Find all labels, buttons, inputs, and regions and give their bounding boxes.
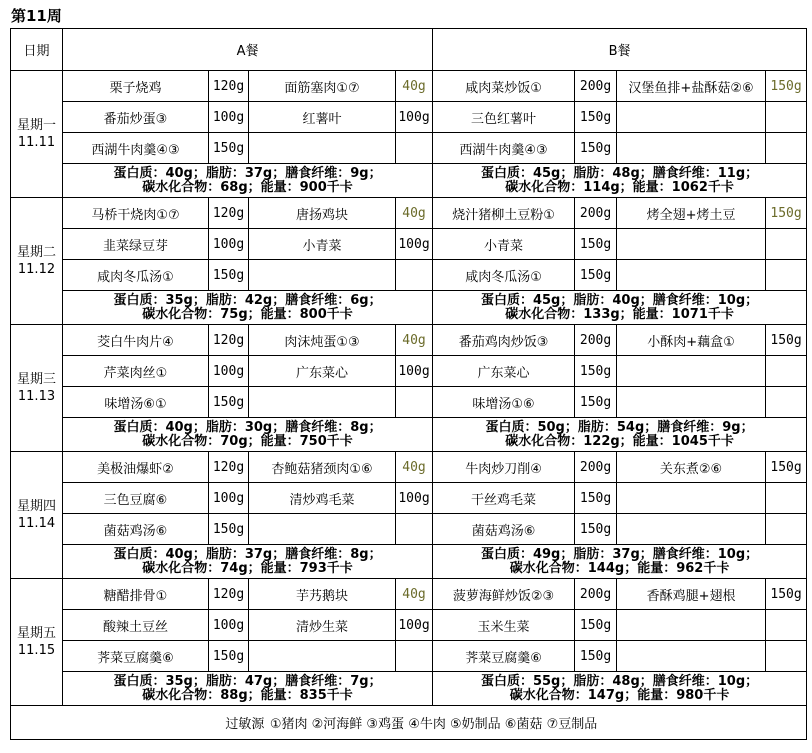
b-main-weight: 150g: [575, 260, 617, 291]
a-side-weight: 40g: [396, 579, 433, 610]
nutrition-line: 碳水化合物：70g；能量：750千卡: [142, 433, 353, 449]
a-side-dish: [249, 641, 396, 672]
dish-row: [11, 483, 807, 514]
a-side-weight: 100g: [396, 229, 433, 260]
nutrition-line: 蛋白质：40g；脂肪：37g；膳食纤维：9g；: [113, 165, 382, 181]
a-side-weight: 100g: [396, 483, 433, 514]
dish-row: [11, 356, 807, 387]
b-side-dish: [617, 610, 766, 641]
b-main-weight: 150g: [575, 483, 617, 514]
dish-row: [11, 133, 807, 164]
b-side-weight: [766, 260, 807, 291]
nutrition-row: [11, 164, 807, 198]
b-side-weight: 150g: [766, 198, 807, 229]
dish-row: [11, 514, 807, 545]
date-label: 11.13: [17, 389, 56, 404]
nutrition-line: 蛋白质：45g；脂肪：40g；膳食纤维：10g；: [480, 292, 759, 308]
a-side-weight: [396, 260, 433, 291]
b-main-weight: 150g: [575, 514, 617, 545]
a-side-weight: 40g: [396, 198, 433, 229]
day-cell: [11, 198, 63, 325]
b-side-dish: [617, 483, 766, 514]
a-side-dish: 杏鲍菇猪颈肉①⑥: [249, 452, 396, 483]
dish-row: [11, 325, 807, 356]
a-main-weight: 150g: [209, 260, 249, 291]
b-main-dish: 三色红薯叶: [433, 102, 575, 133]
b-side-weight: [766, 387, 807, 418]
a-side-weight: 100g: [396, 356, 433, 387]
nutrition-a: [63, 545, 433, 579]
nutrition-line: 碳水化合物：144g；能量：962千卡: [509, 560, 730, 576]
dish-row: [11, 229, 807, 260]
a-side-weight: [396, 514, 433, 545]
a-main-dish: 茭白牛肉片④: [63, 325, 209, 356]
b-side-dish: 烤全翅+烤土豆: [617, 198, 766, 229]
a-side-weight: [396, 387, 433, 418]
allergen-legend: [11, 706, 807, 740]
b-side-weight: [766, 229, 807, 260]
a-side-weight: [396, 133, 433, 164]
a-main-weight: 100g: [209, 356, 249, 387]
a-main-dish: 韭菜绿豆芽: [63, 229, 209, 260]
weekday-label: 星期四: [16, 499, 56, 514]
a-side-dish: [249, 133, 396, 164]
b-main-dish: 咸肉冬瓜汤①: [433, 260, 575, 291]
nutrition-line: 蛋白质：55g；脂肪：48g；膳食纤维：10g；: [480, 673, 759, 689]
a-main-dish: 栗子烧鸡: [63, 71, 209, 102]
a-main-weight: 120g: [209, 198, 249, 229]
a-main-dish: 西湖牛肉羹④③: [63, 133, 209, 164]
b-meal-header: B餐: [433, 29, 807, 71]
allergen-label: 过敏源: [225, 717, 265, 732]
b-main-weight: 200g: [575, 198, 617, 229]
dish-row: [11, 452, 807, 483]
a-main-dish: 味增汤⑥①: [63, 387, 209, 418]
b-main-dish: 小青菜: [433, 229, 575, 260]
a-main-weight: 120g: [209, 71, 249, 102]
b-side-weight: [766, 483, 807, 514]
b-side-dish: [617, 229, 766, 260]
nutrition-b: [433, 672, 807, 706]
b-main-dish: 干丝鸡毛菜: [433, 483, 575, 514]
b-main-weight: 200g: [575, 71, 617, 102]
b-side-dish: [617, 260, 766, 291]
b-main-weight: 200g: [575, 452, 617, 483]
a-side-weight: [396, 641, 433, 672]
nutrition-a: [63, 164, 433, 198]
a-side-dish: 肉沫炖蛋①③: [249, 325, 396, 356]
nutrition-b: [433, 291, 807, 325]
nutrition-line: 蛋白质：40g；脂肪：37g；膳食纤维：8g；: [113, 546, 382, 562]
weekday-label: 星期五: [16, 626, 56, 641]
dish-row: [11, 610, 807, 641]
b-side-weight: 150g: [766, 452, 807, 483]
dish-row: [11, 260, 807, 291]
allergen-row: [11, 706, 807, 740]
nutrition-line: 蛋白质：45g；脂肪：48g；膳食纤维：11g；: [480, 165, 759, 181]
dish-row: [11, 387, 807, 418]
dish-row: [11, 641, 807, 672]
a-side-weight: 40g: [396, 325, 433, 356]
a-main-dish: 咸肉冬瓜汤①: [63, 260, 209, 291]
nutrition-a: [63, 672, 433, 706]
date-label: 11.15: [17, 643, 56, 658]
b-main-dish: 味增汤①⑥: [433, 387, 575, 418]
nutrition-row: [11, 418, 807, 452]
a-side-dish: 红薯叶: [249, 102, 396, 133]
a-side-dish: 清炒鸡毛菜: [249, 483, 396, 514]
b-main-weight: 150g: [575, 641, 617, 672]
nutrition-line: 蛋白质：40g；脂肪：30g；膳食纤维：8g；: [113, 419, 382, 435]
week-title: 第11周: [11, 7, 62, 25]
b-main-weight: 200g: [575, 579, 617, 610]
nutrition-line: 碳水化合物：88g；能量：835千卡: [142, 687, 353, 703]
b-side-dish: [617, 356, 766, 387]
nutrition-line: 碳水化合物：74g；能量：793千卡: [142, 560, 353, 576]
b-main-weight: 150g: [575, 356, 617, 387]
date-header: 日期: [11, 29, 63, 71]
a-main-weight: 150g: [209, 133, 249, 164]
b-main-dish: 西湖牛肉羹④③: [433, 133, 575, 164]
day-cell: [11, 452, 63, 579]
b-side-dish: [617, 641, 766, 672]
b-main-dish: 烧汁猪柳土豆粉①: [433, 198, 575, 229]
nutrition-line: 碳水化合物：68g；能量：900千卡: [142, 179, 353, 195]
nutrition-b: [433, 545, 807, 579]
a-main-dish: 番茄炒蛋③: [63, 102, 209, 133]
a-side-weight: 40g: [396, 452, 433, 483]
nutrition-b: [433, 418, 807, 452]
a-main-weight: 150g: [209, 387, 249, 418]
a-main-weight: 100g: [209, 483, 249, 514]
b-main-dish: 菠萝海鲜炒饭②③: [433, 579, 575, 610]
b-side-dish: 汉堡鱼排+盐酥菇②⑥: [617, 71, 766, 102]
b-side-dish: [617, 133, 766, 164]
b-main-weight: 150g: [575, 610, 617, 641]
b-main-dish: 广东菜心: [433, 356, 575, 387]
a-main-dish: 芹菜肉丝①: [63, 356, 209, 387]
nutrition-a: [63, 291, 433, 325]
date-label: 11.12: [17, 262, 56, 277]
b-side-weight: [766, 102, 807, 133]
a-main-dish: 糖醋排骨①: [63, 579, 209, 610]
nutrition-line: 碳水化合物：147g；能量：980千卡: [509, 687, 730, 703]
a-side-dish: 芋艿鹅块: [249, 579, 396, 610]
a-side-dish: 清炒生菜: [249, 610, 396, 641]
nutrition-b: [433, 164, 807, 198]
b-main-dish: 咸肉菜炒饭①: [433, 71, 575, 102]
a-main-weight: 100g: [209, 610, 249, 641]
b-main-dish: 牛肉炒刀削④: [433, 452, 575, 483]
day-cell: [11, 71, 63, 198]
date-label: 11.14: [17, 516, 56, 531]
b-side-weight: [766, 514, 807, 545]
dish-row: [11, 71, 807, 102]
b-main-dish: 番茄鸡肉炒饭③: [433, 325, 575, 356]
allergen-items: ①猪肉 ②河海鲜 ③鸡蛋 ④牛肉 ⑤奶制品 ⑥菌菇 ⑦豆制品: [269, 717, 598, 732]
a-main-weight: 120g: [209, 579, 249, 610]
weekday-label: 星期二: [16, 245, 56, 260]
b-side-dish: [617, 514, 766, 545]
b-main-weight: 150g: [575, 133, 617, 164]
a-main-weight: 120g: [209, 325, 249, 356]
dish-row: [11, 579, 807, 610]
a-meal-header: A餐: [63, 29, 433, 71]
a-side-weight: 100g: [396, 610, 433, 641]
b-main-dish: 菌菇鸡汤⑥: [433, 514, 575, 545]
a-main-dish: 美极油爆虾②: [63, 452, 209, 483]
nutrition-line: 蛋白质：35g；脂肪：42g；膳食纤维：6g；: [113, 292, 382, 308]
a-main-dish: 荠菜豆腐羹⑥: [63, 641, 209, 672]
a-side-dish: [249, 514, 396, 545]
b-side-weight: [766, 356, 807, 387]
nutrition-line: 蛋白质：49g；脂肪：37g；膳食纤维：10g；: [480, 546, 759, 562]
nutrition-line: 碳水化合物：133g；能量：1071千卡: [505, 306, 734, 322]
a-side-dish: 广东菜心: [249, 356, 396, 387]
nutrition-line: 碳水化合物：114g；能量：1062千卡: [505, 179, 734, 195]
header-row: [11, 29, 807, 71]
date-label: 11.11: [17, 135, 56, 150]
a-main-weight: 150g: [209, 641, 249, 672]
b-side-weight: 150g: [766, 579, 807, 610]
a-side-dish: [249, 387, 396, 418]
a-side-dish: [249, 260, 396, 291]
nutrition-row: [11, 291, 807, 325]
weekday-label: 星期一: [16, 118, 56, 133]
a-main-dish: 马桥干烧肉①⑦: [63, 198, 209, 229]
a-main-dish: 菌菇鸡汤⑥: [63, 514, 209, 545]
b-side-dish: [617, 102, 766, 133]
a-main-weight: 120g: [209, 452, 249, 483]
dish-row: [11, 198, 807, 229]
a-side-dish: 面筋塞肉①⑦: [249, 71, 396, 102]
a-main-dish: 三色豆腐⑥: [63, 483, 209, 514]
weekly-menu-table: [10, 28, 807, 740]
b-side-weight: 150g: [766, 325, 807, 356]
a-main-dish: 酸辣土豆丝: [63, 610, 209, 641]
nutrition-line: 蛋白质：35g；脂肪：47g；膳食纤维：7g；: [113, 673, 382, 689]
b-main-weight: 150g: [575, 229, 617, 260]
b-side-dish: 小酥肉+藕盒①: [617, 325, 766, 356]
day-cell: [11, 579, 63, 706]
nutrition-row: [11, 545, 807, 579]
nutrition-line: 碳水化合物：122g；能量：1045千卡: [505, 433, 734, 449]
dish-row: [11, 102, 807, 133]
b-main-dish: 玉米生菜: [433, 610, 575, 641]
a-main-weight: 150g: [209, 514, 249, 545]
a-side-weight: 40g: [396, 71, 433, 102]
b-side-weight: [766, 610, 807, 641]
b-side-dish: 关东煮②⑥: [617, 452, 766, 483]
a-side-dish: 唐扬鸡块: [249, 198, 396, 229]
b-main-weight: 200g: [575, 325, 617, 356]
b-side-weight: [766, 641, 807, 672]
b-side-weight: 150g: [766, 71, 807, 102]
b-main-weight: 150g: [575, 102, 617, 133]
nutrition-line: 碳水化合物：75g；能量：800千卡: [142, 306, 353, 322]
nutrition-row: [11, 672, 807, 706]
a-side-dish: 小青菜: [249, 229, 396, 260]
b-main-weight: 150g: [575, 387, 617, 418]
nutrition-line: 蛋白质：50g；脂肪：54g；膳食纤维：9g；: [485, 419, 754, 435]
nutrition-a: [63, 418, 433, 452]
day-cell: [11, 325, 63, 452]
b-main-dish: 荠菜豆腐羹⑥: [433, 641, 575, 672]
a-main-weight: 100g: [209, 229, 249, 260]
weekday-label: 星期三: [16, 372, 56, 387]
a-main-weight: 100g: [209, 102, 249, 133]
a-side-weight: 100g: [396, 102, 433, 133]
menu-body: [11, 29, 807, 740]
b-side-dish: 香酥鸡腿+翅根: [617, 579, 766, 610]
b-side-dish: [617, 387, 766, 418]
b-side-weight: [766, 133, 807, 164]
